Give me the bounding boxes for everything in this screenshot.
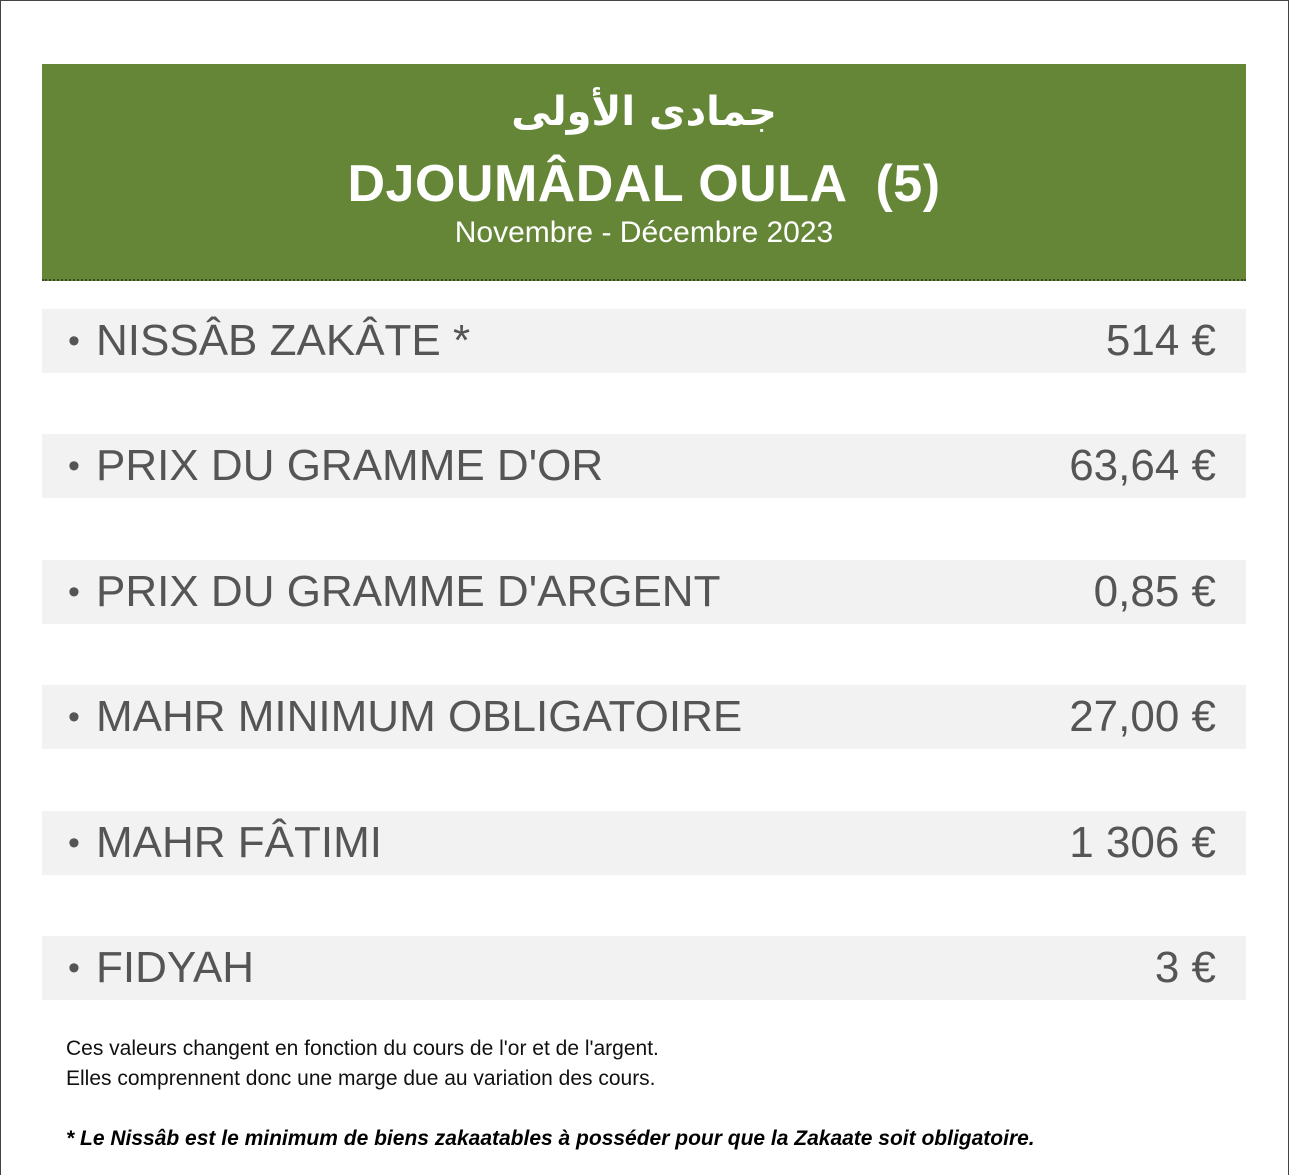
row-value: 0,85 € (1093, 567, 1216, 616)
month-dates: Novembre - Décembre 2023 (454, 216, 834, 249)
row-nissab-zakate (42, 309, 1246, 373)
row-mahr-fatimi (42, 811, 1246, 875)
bullet: • (68, 824, 80, 862)
nissab-footnote: * Le Nissâb est le minimum de biens zakaatables à posséder pour que la Zakaate soit obligatoire. (66, 1127, 1035, 1150)
month-title: DJOUMÂDAL OULA (5) (347, 155, 941, 213)
row-value: 63,64 € (1069, 441, 1216, 490)
row-silver-price (42, 560, 1246, 624)
note-line-2: Elles comprennent donc une marge due au variation des cours. (66, 1067, 656, 1090)
row-value: 3 € (1154, 943, 1216, 992)
notes-block (66, 1034, 659, 1094)
row-label: MAHR FÂTIMI (96, 818, 382, 867)
bullet: • (68, 447, 80, 485)
row-label: PRIX DU GRAMME D'ARGENT (96, 567, 721, 616)
bullet: • (68, 573, 80, 611)
row-label: PRIX DU GRAMME D'OR (96, 441, 604, 490)
row-gold-price (42, 434, 1246, 498)
month-header (42, 64, 1246, 281)
bullet: • (68, 949, 80, 987)
arabic-month-title: جمادى الأولى (511, 89, 777, 135)
row-value: 1 306 € (1069, 818, 1216, 867)
row-label: FIDYAH (96, 943, 255, 992)
row-value: 514 € (1105, 316, 1216, 365)
bullet: • (68, 322, 80, 360)
row-fidyah (42, 936, 1246, 1000)
row-label: MAHR MINIMUM OBLIGATOIRE (96, 692, 743, 741)
bullet: • (68, 698, 80, 736)
row-label: NISSÂB ZAKÂTE * (96, 316, 471, 365)
note-line-1: Ces valeurs changent en fonction du cours de l'or et de l'argent. (66, 1037, 659, 1060)
row-value: 27,00 € (1069, 692, 1216, 741)
row-mahr-minimum (42, 685, 1246, 749)
